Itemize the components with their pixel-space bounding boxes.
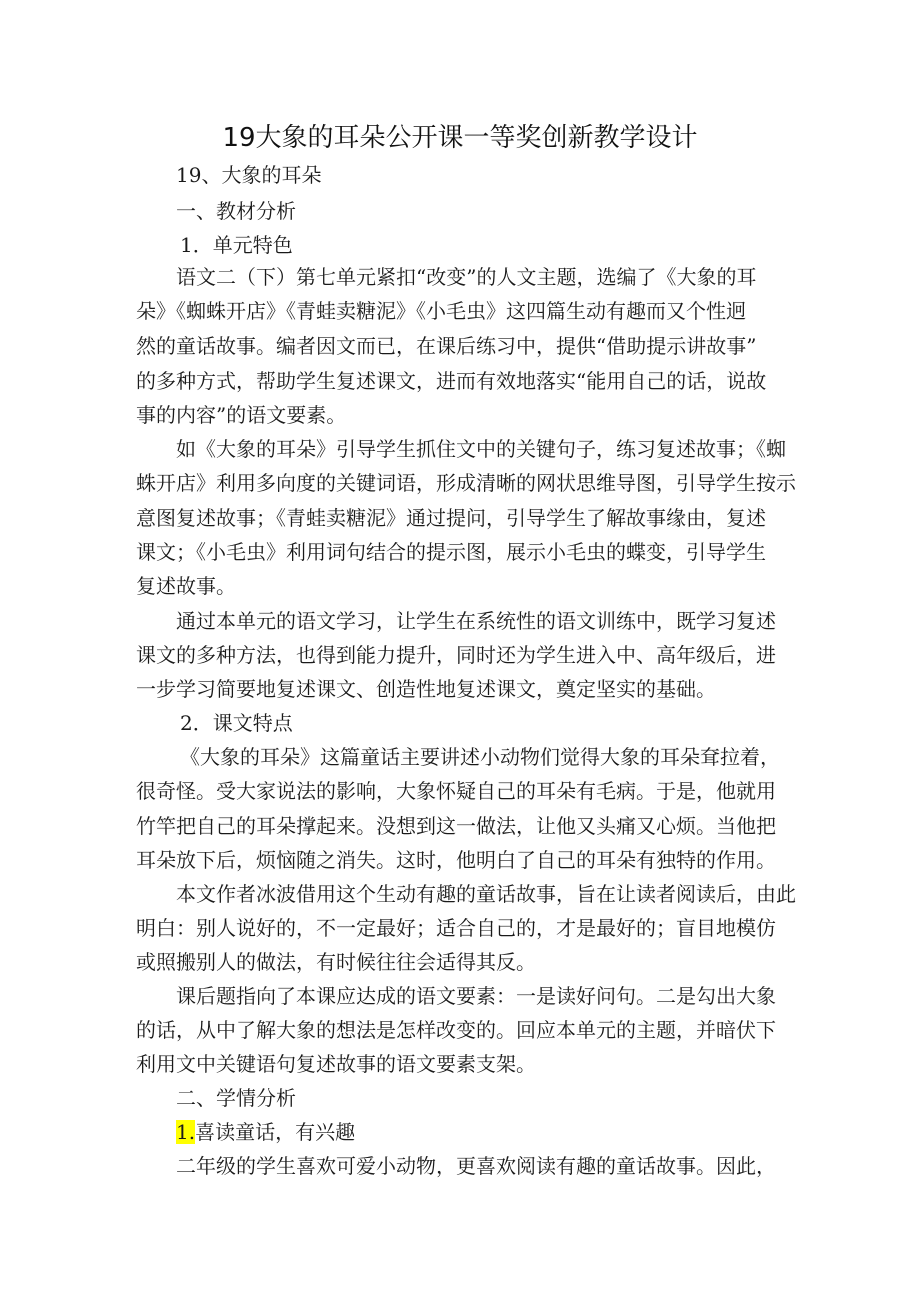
paragraph-line: 课文的多种方法，也得到能力提升，同时还为学生进入中、高年级后，进 (136, 643, 776, 667)
paragraph-line: 课文；《小毛虫》利用词句结合的提示图，展示小毛虫的蝶变，引导学生 (136, 540, 766, 564)
paragraph-line: 课后题指向了本课应达成的语文要素：一是读好问句。二是勾出大象 (176, 984, 776, 1008)
list-item (176, 1117, 355, 1147)
paragraph-line: 事的内容”的语文要素。 (136, 403, 347, 427)
paragraph-line: 通过本单元的语文学习，让学生在系统性的语文训练中，既学习复述 (176, 609, 776, 633)
paragraph-line: 朵》《蜘蛛开店》《青蛙卖糖泥》《小毛虫》这四篇生动有趣而又个性迥 (136, 299, 746, 323)
paragraph-line: 意图复述故事；《青蛙卖糖泥》通过提问，引导学生了解故事缘由，复述 (136, 506, 766, 530)
paragraph-line: 或照搬别人的做法，有时候往往会适得其反。 (136, 950, 536, 974)
paragraph-line: 利用文中关键语句复述故事的语文要素支架。 (136, 1052, 536, 1076)
document-title: 19大象的耳朵公开课一等奖创新教学设计 (222, 123, 698, 153)
paragraph-line: 蛛开店》利用多向度的关键词语，形成清晰的网状思维导图，引导学生按示 (136, 471, 796, 495)
section-heading-student-analysis: 二、学情分析 (176, 1086, 296, 1110)
paragraph-line: 耳朵放下后，烦恼随之消失。这时，他明白了自己的耳朵有独特的作用。 (136, 848, 776, 872)
paragraph-line: 的话，从中了解大象的想法是怎样改变的。回应本单元的主题，并暗伏下 (136, 1018, 776, 1042)
paragraph-line: 很奇怪。受大家说法的影响，大象怀疑自己的耳朵有毛病。于是，他就用 (136, 779, 776, 803)
lesson-heading: 19、大象的耳朵 (176, 163, 322, 187)
list-marker-highlight: 1. (176, 1120, 196, 1144)
paragraph-line: 如《大象的耳朵》引导学生抓住文中的关键句子，练习复述故事；《蜘 (176, 437, 786, 461)
subsection-heading-unit-features: 1．单元特色 (180, 233, 293, 257)
subsection-heading-text-features: 2．课文特点 (180, 711, 293, 735)
paragraph-line: 语文二（下）第七单元紧扣“改变”的人文主题，选编了《大象的耳 (176, 265, 757, 289)
paragraph-line: 然的童话故事。编者因文而已，在课后练习中，提供“借助提示讲故事” (136, 334, 757, 358)
section-heading-textbook-analysis: 一、教材分析 (176, 199, 296, 223)
paragraph-line: 复述故事。 (136, 574, 236, 598)
paragraph-line: 一步学习简要地复述课文、创造性地复述课文，奠定坚实的基础。 (136, 677, 716, 701)
paragraph-line: 本文作者冰波借用这个生动有趣的童话故事，旨在让读者阅读后，由此 (176, 882, 796, 906)
paragraph-line: 竹竿把自己的耳朵撑起来。没想到这一做法，让他又头痛又心烦。当他把 (136, 814, 776, 838)
paragraph-line: 二年级的学生喜欢可爱小动物，更喜欢阅读有趣的童话故事。因此， (176, 1154, 776, 1178)
list-item-text: 喜读童话，有兴趣 (195, 1120, 356, 1144)
paragraph-line: 《大象的耳朵》这篇童话主要讲述小动物们觉得大象的耳朵耷拉着， (180, 745, 780, 769)
paragraph-line: 的多种方式，帮助学生复述课文，进而有效地落实“能用自己的话，说故 (136, 369, 767, 393)
paragraph-line: 明白：别人说好的，不一定最好；适合自己的，才是最好的；盲目地模仿 (136, 916, 776, 940)
